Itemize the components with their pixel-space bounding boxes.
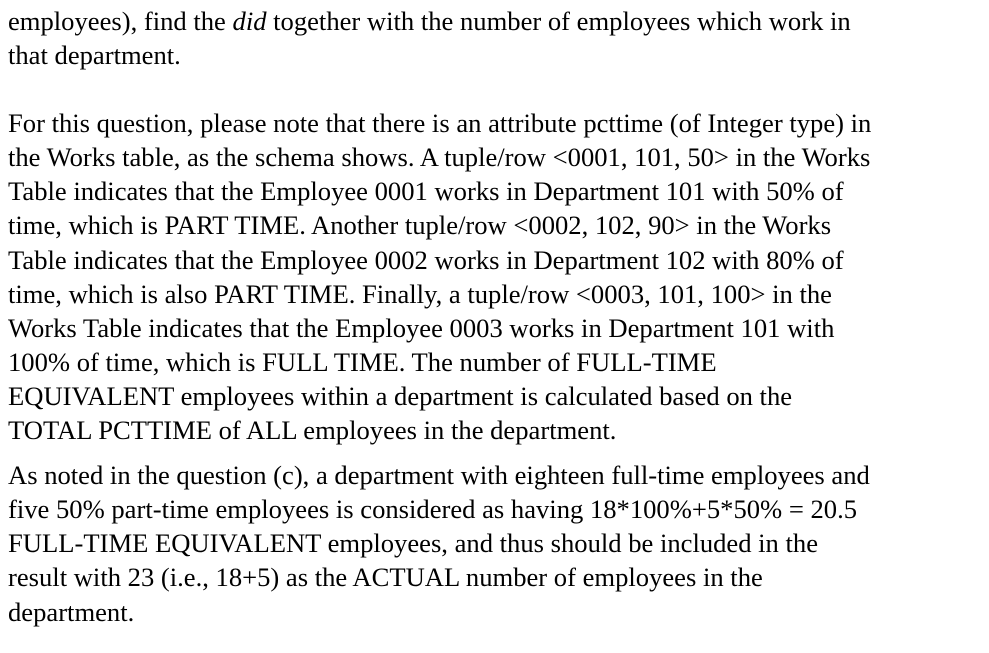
text-segment: employees), find the (8, 6, 233, 36)
paragraph-2-line: Table indicates that the Employee 0001 works in Department 101 with 50% of (8, 176, 844, 207)
italic-did: did (232, 6, 267, 36)
paragraph-1-line-2: that department. (8, 40, 181, 71)
paragraph-2-line: time, which is also PART TIME. Finally, a tuple/row <0003, 101, 100> in the (8, 278, 832, 309)
paragraph-3 (8, 458, 983, 628)
paragraph-2-line: the Works table, as the schema shows. A tuple/row <0001, 101, 50> in the Works (8, 142, 871, 173)
paragraph-3-line: department. (8, 596, 135, 627)
paragraph-2-line: For this question, please note that there is an attribute pcttime (of Integer type) in (8, 108, 872, 139)
paragraph-2-line: Table indicates that the Employee 0002 works in Department 102 with 80% of (8, 244, 844, 275)
paragraph-2-line: time, which is PART TIME. Another tuple/row <0002, 102, 90> in the Works (8, 210, 832, 241)
paragraph-2-line: 100% of time, which is FULL TIME. The number of FULL-TIME (8, 346, 717, 377)
paragraph-1 (8, 4, 983, 72)
paragraph-2-line: TOTAL PCTTIME of ALL employees in the department. (8, 415, 617, 446)
paragraph-2 (8, 106, 983, 447)
paragraph-2-line: EQUIVALENT employees within a department is calculated based on the (8, 380, 793, 411)
paragraph-spacer (8, 447, 983, 458)
text-segment: together with the number of employees which work in (266, 6, 851, 36)
paragraph-3-line: five 50% part-time employees is considered as having 18*100%+5*50% = 20.5 (8, 494, 858, 525)
document-body (8, 4, 983, 629)
paragraph-1-line-1 (8, 4, 983, 38)
paragraph-3-line: As noted in the question (c), a department with eighteen full-time employees and (8, 460, 870, 491)
paragraph-3-line: result with 23 (i.e., 18+5) as the ACTUAL number of employees in the (8, 562, 763, 593)
paragraph-3-line: FULL-TIME EQUIVALENT employees, and thus should be included in the (8, 528, 818, 559)
paragraph-spacer (8, 72, 983, 106)
paragraph-2-line: Works Table indicates that the Employee 0003 works in Department 101 with (8, 312, 835, 343)
